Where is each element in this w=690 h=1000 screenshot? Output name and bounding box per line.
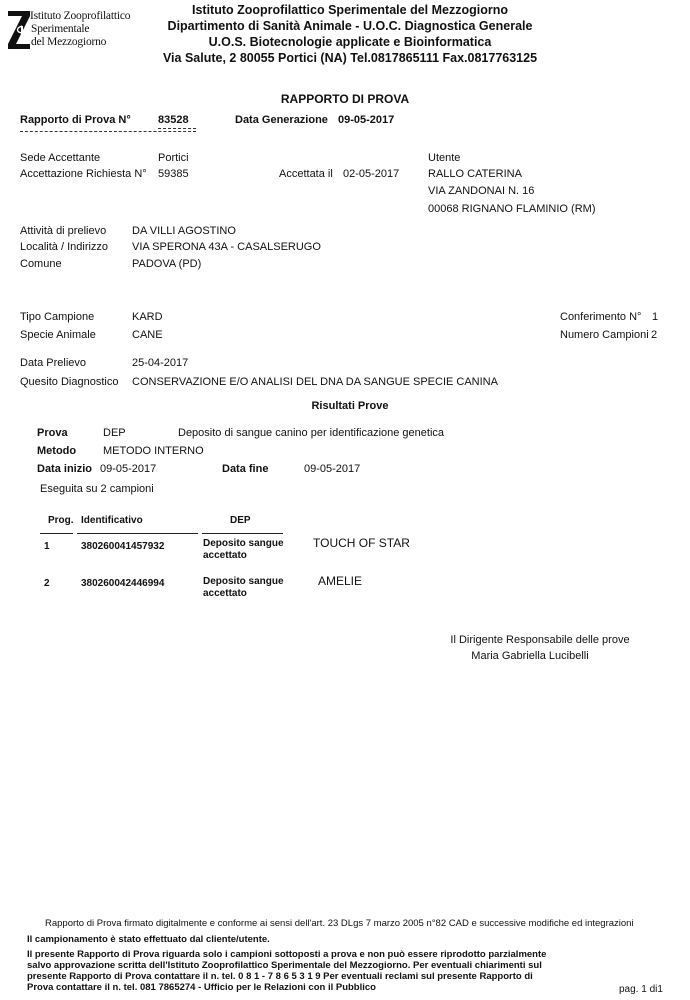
report-number-label: Rapporto di Prova N° bbox=[20, 114, 131, 126]
row-dep-line-1: Deposito sangue bbox=[203, 576, 284, 587]
eseguita-note: Eseguita su 2 campioni bbox=[40, 483, 154, 495]
conferimento-label: Conferimento N° bbox=[560, 311, 642, 323]
quesito-label: Quesito Diagnostico bbox=[20, 376, 119, 388]
row-dep-line-2: accettato bbox=[203, 550, 247, 561]
richiesta-label: Accettazione Richiesta N° bbox=[20, 168, 147, 180]
accettata-value: 02-05-2017 bbox=[343, 168, 400, 180]
row-dep-line-1: Deposito sangue bbox=[203, 538, 284, 549]
footer-notice-line-4: Prova contattare il n. tel. 081 7865274 - Ufficio per le Relazioni con il Pubblico bbox=[27, 982, 376, 993]
unit-name: U.O.S. Biotecnologie applicate e Bioinformatica bbox=[208, 35, 492, 49]
specie-value: CANE bbox=[132, 329, 163, 341]
footer-notice-line-1: Il presente Rapporto di Prova riguarda solo i campioni sottoposti a prova e non può essere riprodotto parzialmente bbox=[27, 949, 547, 960]
logo-line-1: Istituto Zooprofilattico bbox=[30, 10, 131, 22]
header-underline bbox=[40, 533, 73, 534]
richiesta-value: 59385 bbox=[158, 168, 189, 180]
row-identificativo: 380260042446994 bbox=[81, 578, 165, 589]
data-prelievo-value: 25-04-2017 bbox=[132, 357, 189, 369]
footer-campionamento: Il campionamento è stato effettuato dal cliente/utente. bbox=[27, 934, 270, 945]
data-inizio-value: 09-05-2017 bbox=[100, 463, 157, 475]
generation-date-label: Data Generazione bbox=[235, 114, 328, 126]
sede-label: Sede Accettante bbox=[20, 152, 101, 164]
row-prog: 1 bbox=[44, 541, 50, 552]
data-fine-label: Data fine bbox=[222, 463, 269, 475]
attivita-value: DA VILLI AGOSTINO bbox=[132, 225, 236, 237]
col-header-identificativo: Identificativo bbox=[81, 515, 143, 526]
page-number: pag. 1 di1 bbox=[619, 984, 663, 995]
row-animal-name: TOUCH OF STAR bbox=[313, 536, 410, 550]
institute-name: Istituto Zooprofilattico Sperimentale del Mezzogiorno bbox=[192, 3, 508, 17]
signature-title: Il Dirigente Responsabile delle prove bbox=[450, 634, 630, 646]
numero-value: 2 bbox=[651, 329, 658, 341]
tipo-label: Tipo Campione bbox=[20, 311, 95, 323]
logo-line-2: Sperimentale bbox=[31, 23, 90, 35]
footer-digital-signature: Rapporto di Prova firmato digitalmente e conforme ai sensi dell'art. 23 DLgs 7 marzo 2005 n°82 CAD e successive modifiche ed integrazioni bbox=[45, 918, 634, 929]
utente-street: VIA ZANDONAI N. 16 bbox=[428, 185, 535, 197]
comune-value: PADOVA (PD) bbox=[132, 258, 202, 270]
accettata-label: Accettata il bbox=[279, 168, 333, 180]
metodo-label: Metodo bbox=[37, 445, 77, 457]
logo-text bbox=[30, 10, 130, 49]
quesito-value: CONSERVAZIONE E/O ANALISI DEL DNA DA SANGUE SPECIE CANINA bbox=[132, 376, 498, 388]
report-number: 83528 bbox=[158, 114, 189, 126]
institute-address: Via Salute, 2 80055 Portici (NA) Tel.0817865111 Fax.0817763125 bbox=[162, 51, 538, 65]
localita-label: Località / Indirizzo bbox=[20, 241, 109, 253]
utente-city: 00068 RIGNANO FLAMINIO (RM) bbox=[428, 203, 596, 215]
header-underline bbox=[77, 533, 198, 534]
prova-label: Prova bbox=[37, 427, 68, 439]
prova-description: Deposito di sangue canino per identificazione genetica bbox=[178, 427, 445, 439]
utente-name: RALLO CATERINA bbox=[428, 168, 522, 180]
row-identificativo: 380260041457932 bbox=[81, 541, 165, 552]
data-fine-value: 09-05-2017 bbox=[304, 463, 361, 475]
results-heading: Risultati Prove bbox=[311, 400, 389, 412]
row-prog: 2 bbox=[44, 578, 50, 589]
data-inizio-label: Data inizio bbox=[37, 463, 93, 475]
metodo-value: METODO INTERNO bbox=[103, 445, 204, 457]
divider bbox=[158, 128, 196, 129]
comune-label: Comune bbox=[20, 258, 62, 270]
specie-label: Specie Animale bbox=[20, 329, 96, 341]
col-header-prog: Prog. bbox=[48, 515, 74, 526]
data-prelievo-label: Data Prelievo bbox=[20, 357, 87, 369]
attivita-label: Attività di prelievo bbox=[20, 225, 107, 237]
conferimento-value: 1 bbox=[652, 311, 659, 323]
divider bbox=[20, 131, 196, 132]
tipo-value: KARD bbox=[132, 311, 163, 323]
utente-label: Utente bbox=[428, 152, 461, 164]
row-animal-name: AMELIE bbox=[318, 574, 363, 588]
page-title: RAPPORTO DI PROVA bbox=[280, 92, 410, 106]
department-name: Dipartimento di Sanità Animale - U.O.C. Diagnostica Generale bbox=[167, 19, 533, 33]
sede-value: Portici bbox=[158, 152, 189, 164]
logo-line-3: del Mezzogiorno bbox=[31, 36, 107, 48]
header-underline bbox=[202, 533, 283, 534]
footer-notice-line-2: salvo approvazione scritta dell'Istituto Zooprofilattico Sperimentale del Mezzogiorno. Per eventuali chiarimenti sul bbox=[27, 960, 542, 971]
signature-name: Maria Gabriella Lucibelli bbox=[471, 650, 589, 662]
footer-notice-line-3: presente Rapporto di Prova contattare il n. tel. 0 8 1 - 7 8 6 5 3 1 9 Per eventuali reclami sul presente Rapporto di bbox=[27, 971, 533, 982]
col-header-dep: DEP bbox=[230, 515, 251, 526]
generation-date: 09-05-2017 bbox=[338, 114, 395, 126]
localita-value: VIA SPERONA 43A - CASALSERUGO bbox=[132, 241, 321, 253]
row-dep-line-2: accettato bbox=[203, 588, 247, 599]
numero-label: Numero Campioni bbox=[560, 329, 649, 341]
prova-code: DEP bbox=[103, 427, 126, 439]
